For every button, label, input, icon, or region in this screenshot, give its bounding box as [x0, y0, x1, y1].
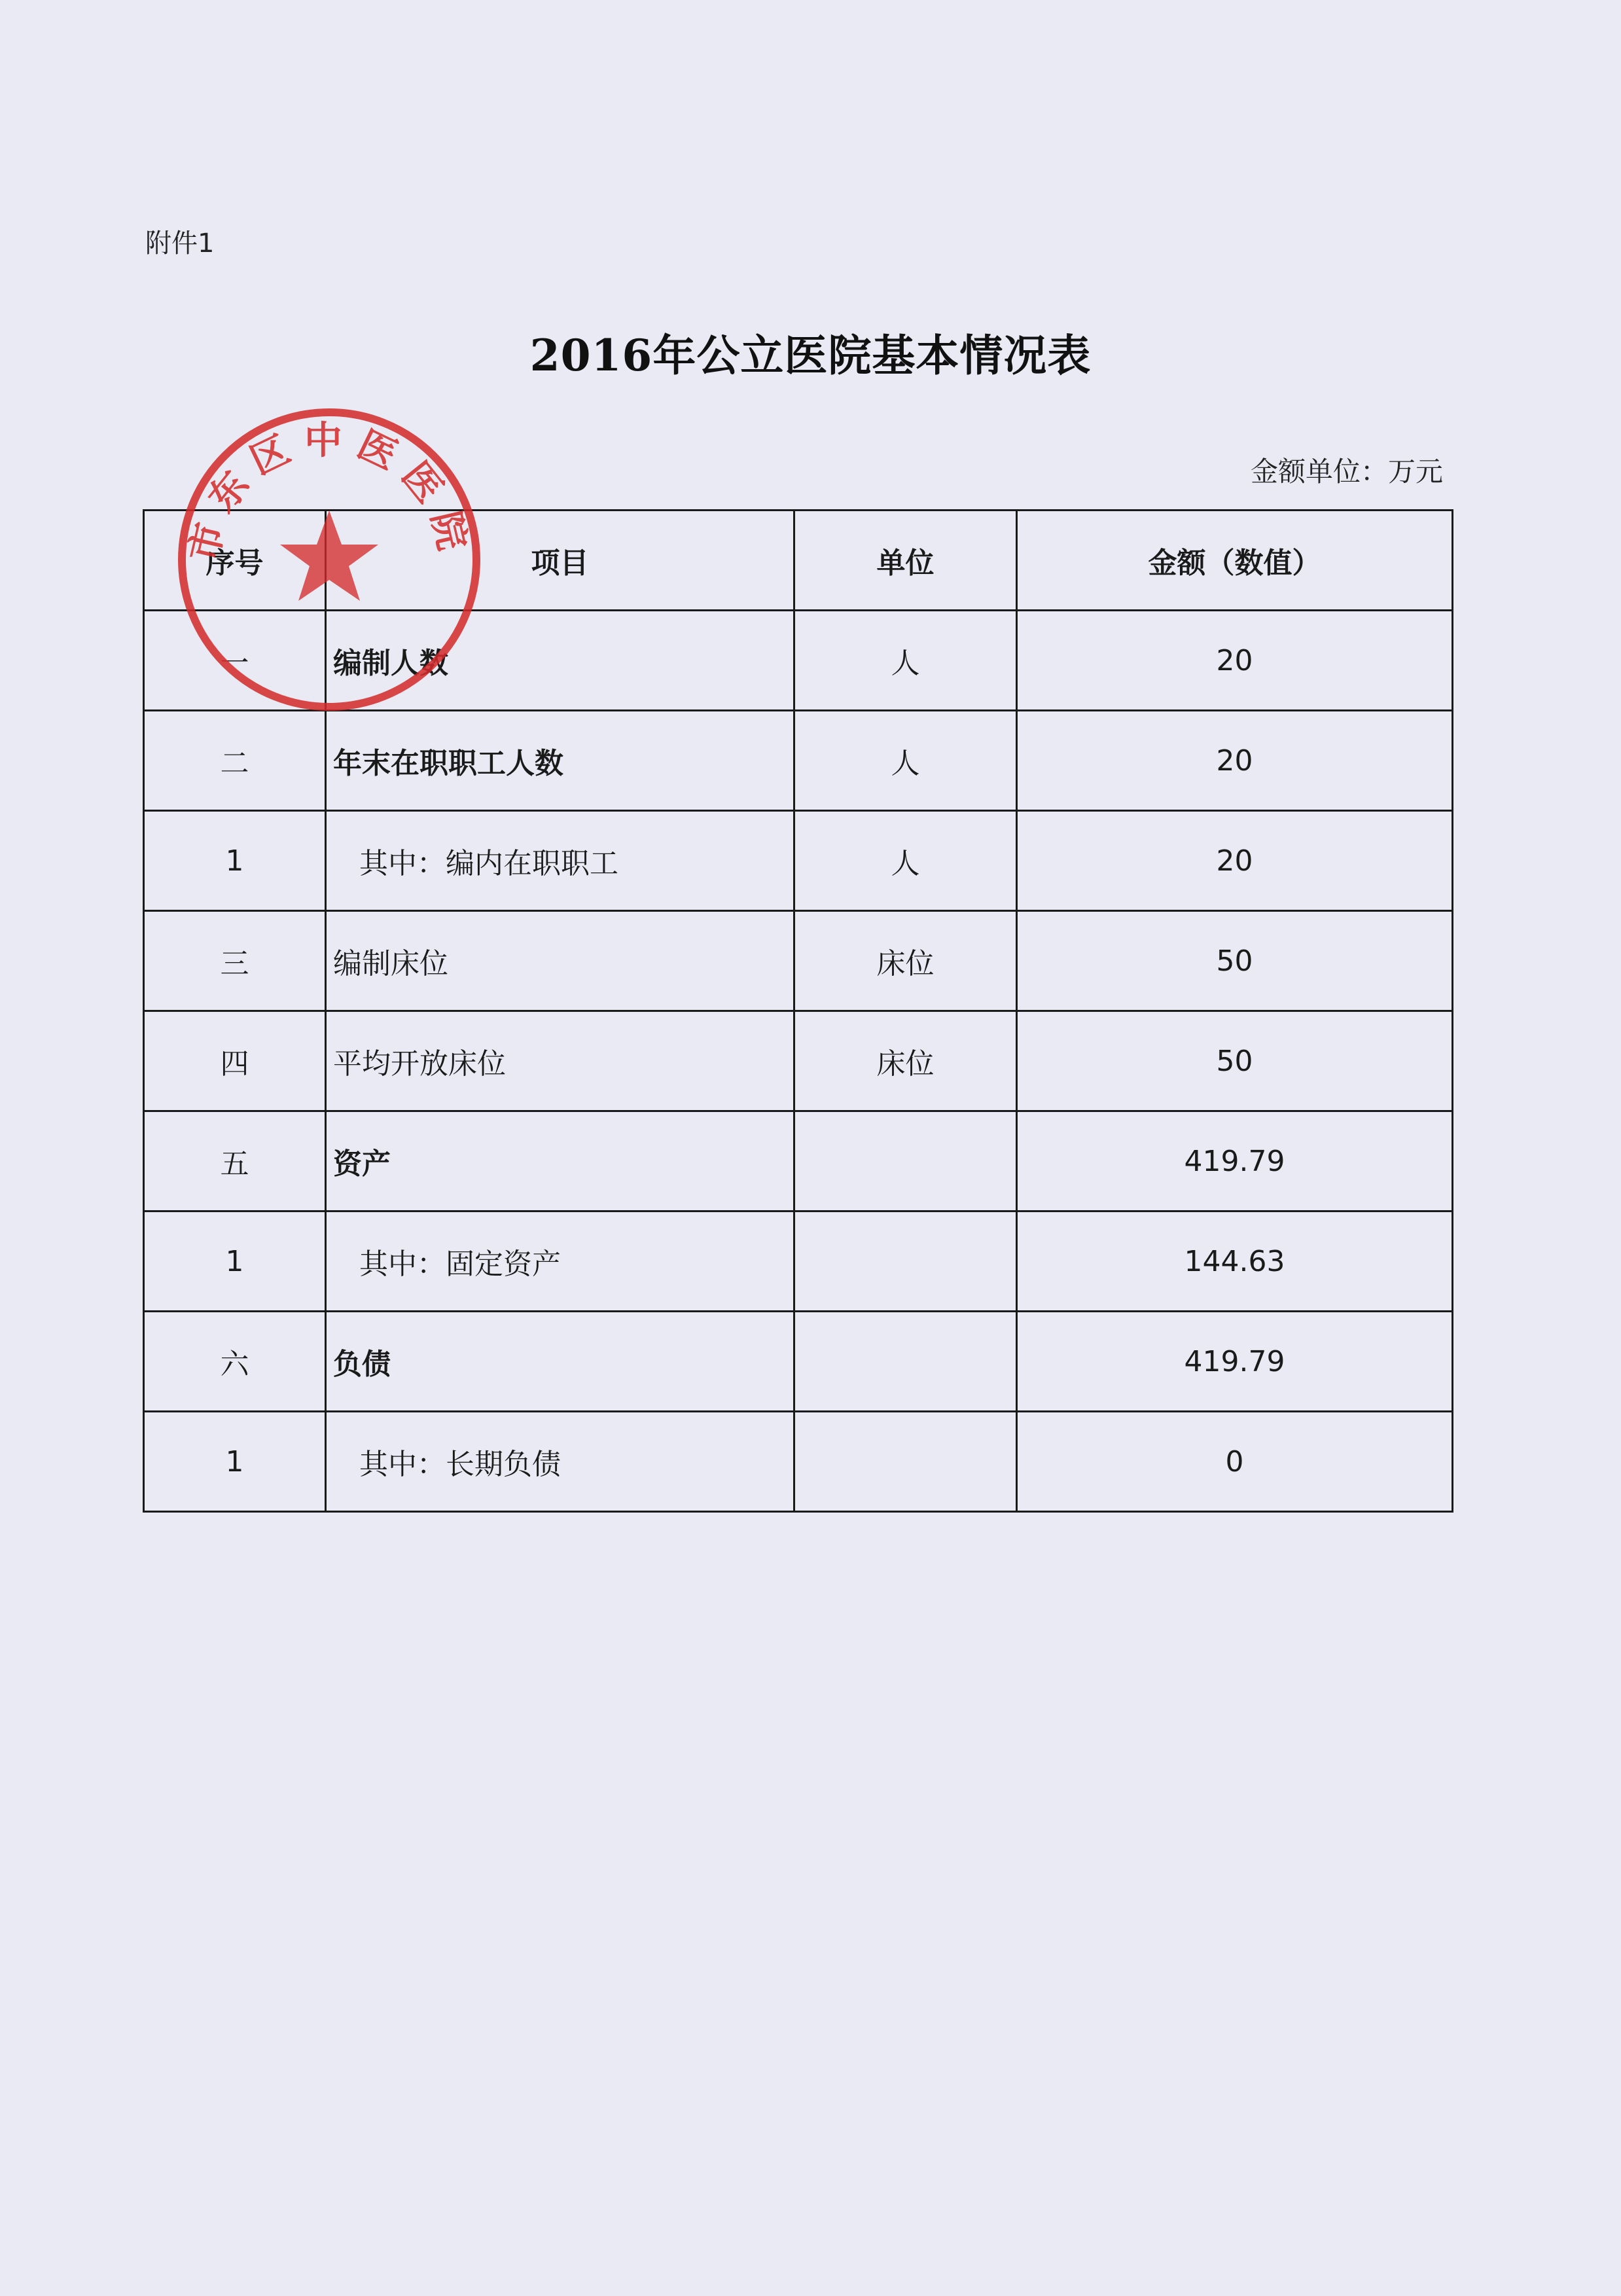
cell-seq: 二: [144, 711, 326, 811]
cell-item: 其中：固定资产: [326, 1211, 794, 1312]
table-row: [144, 811, 1453, 911]
header-item: 项目: [326, 511, 794, 611]
table-row: [144, 1211, 1453, 1312]
header-unit: 单位: [794, 511, 1017, 611]
table-row: [144, 711, 1453, 811]
table-row: [144, 1111, 1453, 1211]
cell-seq: 三: [144, 911, 326, 1011]
cell-seq: 1: [144, 811, 326, 911]
cell-amount: 144.63: [1017, 1211, 1453, 1312]
cell-item: 编制床位: [326, 911, 794, 1011]
cell-seq: 一: [144, 611, 326, 711]
unit-note: 金额单位：万元: [1250, 456, 1443, 488]
cell-amount: 20: [1017, 611, 1453, 711]
cell-unit: [794, 1211, 1017, 1312]
cell-item: 编制人数: [326, 611, 794, 711]
cell-unit: 人: [794, 811, 1017, 911]
cell-item: 其中：长期负债: [326, 1412, 794, 1512]
table-row: [144, 1312, 1453, 1412]
cell-seq: 1: [144, 1211, 326, 1312]
table-row: [144, 1412, 1453, 1512]
header-amount: 金额（数值）: [1017, 511, 1453, 611]
table-row: [144, 1011, 1453, 1111]
cell-amount: 20: [1017, 711, 1453, 811]
page-title: 2016年公立医院基本情况表: [529, 330, 1092, 381]
cell-unit: 人: [794, 711, 1017, 811]
cell-item: 负债: [326, 1312, 794, 1412]
cell-item: 资产: [326, 1111, 794, 1211]
cell-unit: [794, 1412, 1017, 1512]
cell-amount: 50: [1017, 1011, 1453, 1111]
cell-unit: 床位: [794, 1011, 1017, 1111]
cell-item: 其中：编内在职职工: [326, 811, 794, 911]
cell-seq: 四: [144, 1011, 326, 1111]
cell-unit: [794, 1111, 1017, 1211]
cell-unit: 人: [794, 611, 1017, 711]
official-seal: [175, 406, 483, 713]
cell-amount: 50: [1017, 911, 1453, 1011]
attachment-label: 附件1: [145, 228, 215, 259]
cell-unit: 床位: [794, 911, 1017, 1011]
cell-seq: 五: [144, 1111, 326, 1211]
table-row: [144, 911, 1453, 1011]
cell-amount: 0: [1017, 1412, 1453, 1512]
header-seq: 序号: [144, 511, 326, 611]
cell-amount: 20: [1017, 811, 1453, 911]
star-icon: [280, 511, 378, 601]
cell-amount: 419.79: [1017, 1312, 1453, 1412]
cell-seq: 六: [144, 1312, 326, 1412]
cell-unit: [794, 1312, 1017, 1412]
cell-amount: 419.79: [1017, 1111, 1453, 1211]
seal-text: 市东区中医医院: [181, 418, 478, 566]
cell-item: 平均开放床位: [326, 1011, 794, 1111]
cell-item: 年末在职职工人数: [326, 711, 794, 811]
cell-seq: 1: [144, 1412, 326, 1512]
